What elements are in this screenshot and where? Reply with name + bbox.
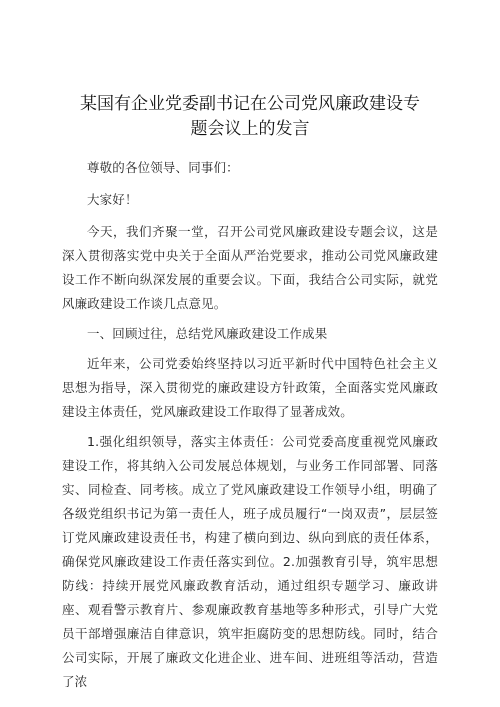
intro-paragraph: 今天，我们齐聚一堂，召开公司党风廉政建设专题会议，这是深入贯彻落实党中央关于全面从严治党要求，推动公司党风廉政建设工作不断向纵深发展的重要会议。下面，我结合公司实际，就党风廉政建设工作谈几点意见。 [62, 224, 438, 311]
section-heading: 一、回顾过往，总结党风廉政建设工作成果 [87, 326, 328, 341]
title-line-1: 某国有企业党委副书记在公司党风廉政建设专 [80, 94, 420, 114]
document-title [62, 92, 438, 142]
document-body [62, 156, 438, 694]
title-line-2: 题会议上的发言 [190, 119, 310, 139]
greeting-paragraph: 大家好！ [87, 192, 138, 207]
achievements-paragraph: 1.强化组织领导，落实主体责任：公司党委高度重视党风廉政建设工作，将其纳入公司发展总体规划，与业务工作同部署、同落实、同检查、同考核。成立了党风廉政建设工作领导小组，明确了各级党组织书记为第一责任人，班子成员履行“一岗双责”，层层签订党风廉政建设责任书，构建了横向到边、纵向到底的责任体系，确保党风廉政建设工作责任落实到位。2.加强教育引导，筑牢思想防线：持续开展党风廉政教育活动，通过组织专题学习、廉政讲座、观看警示教育片、参观廉政教育基地等多种形式，引导广大党员干部增强廉洁自律意识，筑牢拒腐防变的思想防线。同时，结合公司实际，开展了廉政文化进企业、进车间、进班组等活动，营造了浓 [62, 434, 438, 689]
salutation-paragraph: 尊敬的各位领导、同事们： [87, 160, 239, 175]
review-paragraph: 近年来，公司党委始终坚持以习近平新时代中国特色社会主义思想为指导，深入贯彻党的廉政建设方针政策，全面落实党风廉政建设主体责任，党风廉政建设工作取得了显著成效。 [62, 356, 438, 419]
